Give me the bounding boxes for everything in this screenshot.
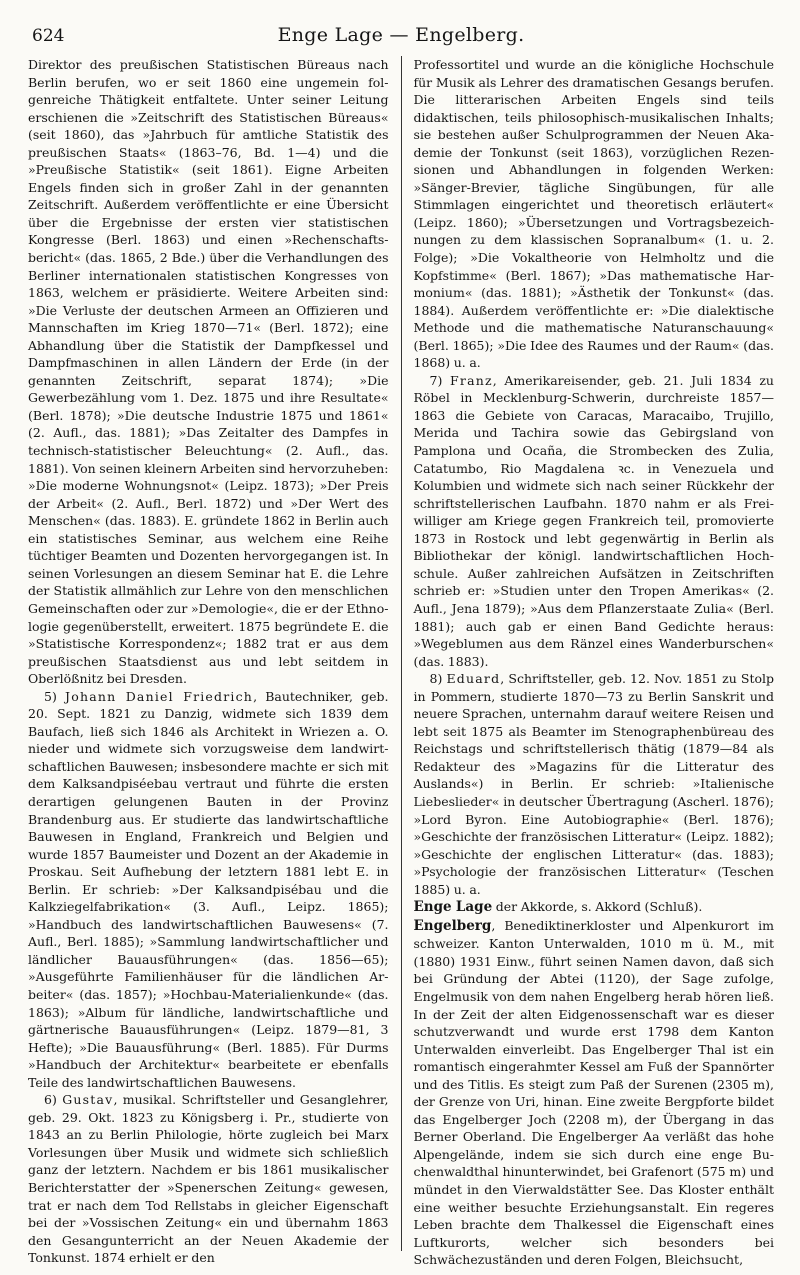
headword: Enge Lage: [413, 899, 493, 916]
paragraph-entry-8: [414, 670, 775, 898]
entry-number: 7): [429, 372, 443, 388]
left-column: [28, 56, 389, 1266]
entry-number: 6): [44, 1092, 57, 1108]
page-header: [28, 22, 774, 56]
paragraph-entry-7: [414, 372, 775, 670]
entry-enge-lage: [414, 898, 775, 917]
entry-text: der Akkorde, s. Akkord (Schluß).: [492, 899, 703, 915]
entry-text: , Schriftsteller, geb. 12. Nov. 1851 zu Stolp in Pommern, studierte 1870—73 zu Berlin Sanskrit und neuere Sprachen, unternahm darauf weitere Reisen und lebt seit 1875 als Beamter im Stenographenbüreau des Reichstags und schriftstellerisch thätig (1879—84 als Redakteur des »Magazins für die Litteratur des Auslands«) in Berlin. Er schrieb: »Italienische Liebeslieder« in deutscher Übertragung (Ascherl. 1876); »Lord Byron. Eine Autobiographie« (Berl. 1876); »Geschichte der französischen Litteratur« (Leipz. 1882); »Geschichte der englischen Litteratur« (das. 1883); »Psychologie der französischen Litteratur« (Teschen 1885) u. a.: [413, 671, 774, 897]
entry-text: , Bautechniker, geb. 20. Sept. 1821 zu Danzig, widmete sich 1839 dem Baufach, ließ sich 1846 als Architekt in Wriezen a. O. nieder und widmete sich vorzugsweise dem landwirtschaftlichen Bauwesen; insbesondere machte er sich mit dem Kalksandpiséebau vertraut und führte die ersten derartigen gelungenen Bauten in der Provinz Brandenburg aus. Er studierte das landwirtschaftliche Bauwesen in England, Frankreich und Belgien und wurde 1857 Baumeister und Dozent an der Akademie in Proskau. Seit Aufhebung der letztern 1881 lebt E. in Berlin. Er schrieb: »Der Kalksandpisébau und die Kalkziegelfabrikation« (3. Aufl., Leipz. 1865); »Handbuch des landwirtschaftlichen Bauwesens« (7. Aufl., Berl. 1885); »Sammlung landwirtschaftlicher und ländlicher Bauausführungen« (das. 1856—65); »Ausgeführte Familienhäuser für die ländlichen Arbeiter« (das. 1857); »Hochbau-Materialienkunde« (das. 1863); »Album für ländliche, landwirtschaftliche und gärtnerische Bauausführungen« (Leipz. 1879—81, 3 Hefte); »Die Bauausführung« (Berl. 1885). Für Durms »Handbuch der Architektur« bearbeitete er ebenfalls Teile des landwirtschaftlichen Bauwesens.: [28, 688, 389, 1090]
person-name: Eduard: [446, 671, 501, 687]
right-column: [413, 56, 775, 1268]
paragraph-entry-5: [28, 688, 389, 1092]
entry-text: , Benediktinerkloster und Alpenkurort im schweizer. Kanton Unterwalden, 1010 m ü. M., mit (1880) 1931 Einw., führt seinen Namen davon, daß sich bei Gründung der Abtei (1120), der Sage zufolge, Engelmusik von dem nahen Engelberg herab hören ließ. In der Zeit der alten Eidgenossenschaft war es dieser schutzverwandt und wurde erst 1798 dem Kanton Unterwalden einverleibt. Das Engelberger Thal ist ein romantisch eingerahmter Kessel am Fuß der Spannörter und des Titlis. Es steigt zum Paß der Surenen (2305 m), der Grenze von Uri, hinan. Eine zweite Bergpforte bildet das Engelberger Joch (2208 m), der Übergang in das Berner Oberland. Die Engelberger Aa verläßt das hohe Alpengelände, indem sie sich durch eine enge Buchenwaldthal hinunterwindet, bei Grafenort (575 m) und mündet in den Vierwaldstätter See. Das Kloster enthält eine weither besuchte Erziehungsanstalt. Ein regeres Leben brachte dem Thalkessel die Eigenschaft eines Luftkurorts, welcher sich besonders bei Schwächezuständen und deren Folgen, Bleichsucht,: [413, 917, 774, 1268]
running-head: Enge Lage — Engelberg.: [277, 24, 525, 46]
person-name: Gustav: [62, 1092, 114, 1108]
entry-number: 8): [429, 671, 443, 687]
entry-text: , musikal. Schriftsteller und Gesanglehrer, geb. 29. Okt. 1823 zu Königsberg i. Pr., studierte von 1843 an zu Berlin Philologie, hörte zugleich bei Marx Vorlesungen über Musik und widmete sich schließlich ganz der letztern. Nachdem er bis 1861 musikalischer Berichterstatter der »Spenerschen Zeitung« gewesen, trat er nach dem Tod Rellstabs in gleicher Eigenschaft bei der »Vossischen Zeitung« ein und übernahm 1863 den Gesangunterricht an der Neuen Akademie der Tonkunst. 1874 erhielt er den: [28, 1092, 389, 1266]
person-name: Franz: [450, 372, 493, 388]
headword: Engelberg: [413, 917, 492, 934]
entry-engelberg: [414, 917, 775, 1269]
entry-text: , Amerikareisender, geb. 21. Juli 1834 zu Röbel in Mecklenburg-Schwerin, durchreiste 1857—1863 die Gebiete von Caracas, Maracaibo, Trujillo, Merida und Tachira sowie das Gebirgsland von Pamplona und Ocaña, die Strombecken des Zulia, Catatumbo, Rio Magdalena ꝛc. in Venezuela und Kolumbien und widmete sich nach seiner Rückkehr der schriftstellerischen Laufbahn. 1870 nahm er als Freiwilliger am Kriege gegen Frankreich teil, promovierte 1873 in Rostock und lebt gegenwärtig in Berlin als Bibliothekar der königl. landwirtschaftlichen Hochschule. Außer zahlreichen Aufsätzen in Zeitschriften schrieb er: »Studien unter den Tropen Amerikas« (2. Aufl., Jena 1879); »Aus dem Pflanzerstaate Zulia« (Berl. 1881); auch gab er einen Band Gedichte heraus: »Wegeblumen aus dem Ränzel eines Wanderburschen« (das. 1883).: [413, 372, 774, 669]
person-name: Johann Daniel Friedrich: [65, 688, 254, 704]
paragraph-entry-6-cont: Professortitel und wurde an die königliche Hochschule für Musik als Lehrer des dramatischen Gesangs berufen. Die litterarischen Arbeiten Engels sind teils didaktischen, teils philosophisch-musikalischen Inhalts; sie bestehen außer Schulprogrammen der Neuen Akademie der Tonkunst (seit 1863), vorzüglichen Rezensionen und Abhandlungen in folgenden Werken: »Sänger-Brevier, tägliche Singübungen, für alle Stimmlagen eingerichtet und theoretisch erläutert« (Leipz. 1860); »Übersetzungen und Vortragsbezeichnungen zu dem klassischen Sopranalbum« (1. u. 2. Folge); »Die Vokaltheorie von Helmholtz und die Kopfstimme« (Berl. 1867); »Das mathematische Harmonium« (das. 1881); »Ästhetik der Tonkunst« (das. 1884). Außerdem veröffentlichte er: »Die dialektische Methode und die mathematische Naturanschauung« (Berl. 1865); »Die Idee des Raumes und der Raum« (das. 1868) u. a.: [413, 57, 774, 371]
column-divider: [401, 56, 402, 1251]
entry-number: 5): [44, 688, 57, 704]
text-columns: [28, 56, 774, 1268]
paragraph-entry-6: [28, 1091, 389, 1266]
page-number: 624: [32, 26, 65, 46]
paragraph-engel-ernst-cont: Direktor des preußischen Statistischen Büreaus nach Berlin berufen, wo er seit 1860 eine ungemein folgenreiche Thätigkeit entfaltete. Unter seiner Leitung erschienen die »Zeitschrift des Statistischen Büreaus« (seit 1860), das »Jahrbuch für amtliche Statistik des preußischen Staats« (1863–76, Bd. 1—4) und die »Preußische Statistik« (seit 1861). Eigne Arbeiten Engels finden sich in großer Zahl in der genannten Zeitschrift. Außerdem veröffentlichte er eine Übersicht über die Ergebnisse der ersten vier statistischen Kongresse (Berl. 1863) und einen »Rechenschaftsbericht« (das. 1865, 2 Bde.) über die Verhandlungen des Berliner internationalen statistischen Kongresses von 1863, welchem er präsidierte. Weitere Arbeiten sind: »Die Verluste der deutschen Armeen an Offizieren und Mannschaften im Krieg 1870—71« (Berl. 1872); eine Abhandlung über die Statistik der Dampfkessel und Dampfmaschinen in allen Ländern der Erde (in der genannten Zeitschrift, separat 1874); »Die Gewerbezählung vom 1. Dez. 1875 und ihre Resultate« (Berl. 1878); »Die deutsche Industrie 1875 und 1861« (2. Aufl., das. 1881); »Das Zeitalter des Dampfes in technisch-statistischer Beleuchtung« (2. Aufl., das. 1881). Von seinen kleinern Arbeiten sind hervorzuheben: »Die moderne Wohnungsnot« (Leipz. 1873); »Der Preis der Arbeit« (2. Aufl., Berl. 1872) und »Der Wert des Menschen« (das. 1883). E. gründete 1862 in Berlin auch ein statistisches Seminar, aus welchem eine Reihe tüchtiger Beamten und Dozenten hervorgegangen ist. In seinen Vorlesungen an diesem Seminar hat E. die Lehre der Statistik allmählich zur Lehre von den menschlichen Gemeinschaften oder zur »Demologie«, die er der Ethnologie gegenüberstellt, erweitert. 1875 begründete E. die »Statistische Korrespondenz«; 1882 trat er aus dem preußischen Staatsdienst aus und lebt seitdem in Oberlößnitz bei Dresden.: [28, 57, 389, 687]
